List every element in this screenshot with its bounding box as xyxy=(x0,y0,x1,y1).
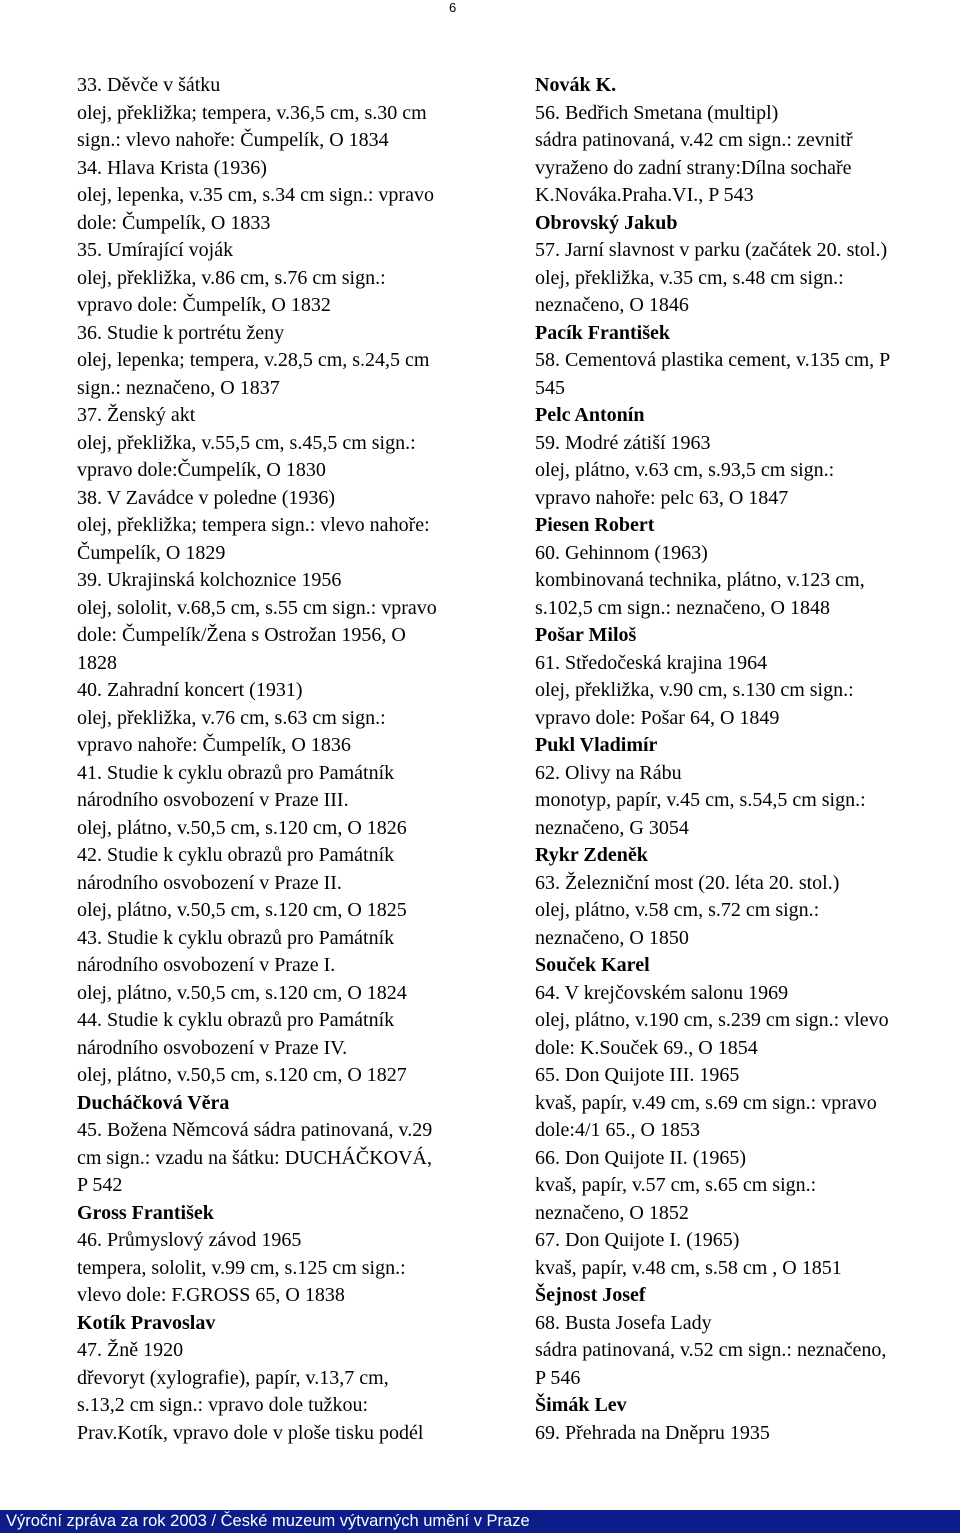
catalog-line: olej, překližka, v.90 cm, s.130 cm sign.: xyxy=(535,679,854,701)
catalog-line: 44. Studie k cyklu obrazů pro Památník xyxy=(77,1009,395,1031)
catalog-line: olej, plátno, v.50,5 cm, s.120 cm, O 1825 xyxy=(77,899,407,921)
author-heading: Pukl Vladimír xyxy=(535,734,658,756)
catalog-line: vpravo nahoře: Čumpelík, O 1836 xyxy=(77,734,351,756)
catalog-line: kvaš, papír, v.57 cm, s.65 cm sign.: xyxy=(535,1174,817,1196)
author-heading: Pelc Antonín xyxy=(535,404,645,426)
author-heading: Kotík Pravoslav xyxy=(77,1311,216,1334)
catalog-line: olej, sololit, v.68,5 cm, s.55 cm sign.: vpravo xyxy=(77,596,437,619)
catalog-line: vpravo dole:Čumpelík, O 1830 xyxy=(77,459,326,481)
catalog-line: 65. Don Quijote III. 1965 xyxy=(535,1064,740,1086)
catalog-line: 545 xyxy=(535,376,565,399)
catalog-line: cm sign.: vzadu na šátku: DUCHÁČKOVÁ, xyxy=(77,1146,432,1169)
catalog-line: 34. Hlava Krista (1936) xyxy=(77,156,267,179)
catalog-line: 58. Cementová plastika cement, v.135 cm, P xyxy=(535,349,891,371)
catalog-line: olej, plátno, v.50,5 cm, s.120 cm, O 1826 xyxy=(77,816,407,839)
left-column xyxy=(77,72,517,1447)
catalog-line: K.Nováka.Praha.VI., P 543 xyxy=(535,184,754,206)
catalog-line: olej, plátno, v.63 cm, s.93,5 cm sign.: xyxy=(535,459,835,481)
catalog-line: 61. Středočeská krajina 1964 xyxy=(535,651,768,674)
catalog-line: vpravo dole: Čumpelík, O 1832 xyxy=(77,294,331,316)
catalog-line: P 542 xyxy=(77,1174,123,1196)
catalog-line: 63. Železniční most (20. léta 20. stol.) xyxy=(535,871,840,894)
catalog-line: olej, plátno, v.58 cm, s.72 cm sign.: xyxy=(535,899,820,921)
catalog-line: 41. Studie k cyklu obrazů pro Památník xyxy=(77,761,395,784)
catalog-line: 59. Modré zátiší 1963 xyxy=(535,431,711,454)
author-heading: Pošar Miloš xyxy=(535,624,637,646)
catalog-line: sign.: neznačeno, O 1837 xyxy=(77,376,280,399)
catalog-line: dole: Čumpelík/Žena s Ostrožan 1956, O xyxy=(77,624,406,646)
catalog-line: 64. V krejčovském salonu 1969 xyxy=(535,981,789,1004)
catalog-line: 62. Olivy na Rábu xyxy=(535,761,682,784)
catalog-line: 67. Don Quijote I. (1965) xyxy=(535,1229,740,1251)
author-heading: Souček Karel xyxy=(535,954,650,976)
catalog-line: sign.: vlevo nahoře: Čumpelík, O 1834 xyxy=(77,129,389,151)
catalog-line: 57. Jarní slavnost v parku (začátek 20. stol.) xyxy=(535,239,888,261)
catalog-line: národního osvobození v Praze I. xyxy=(77,954,336,976)
catalog-line: vyraženo do zadní strany:Dílna sochaře xyxy=(535,156,852,179)
author-heading: Pacík František xyxy=(535,321,670,344)
author-heading: Obrovský Jakub xyxy=(535,211,678,234)
catalog-line: sádra patinovaná, v.42 cm sign.: zevnitř xyxy=(535,129,853,151)
catalog-line: dole: K.Souček 69., O 1854 xyxy=(535,1036,758,1059)
catalog-line: 40. Zahradní koncert (1931) xyxy=(77,679,303,701)
catalog-line: 36. Studie k portrétu ženy xyxy=(77,321,285,344)
catalog-line: neznačeno, O 1850 xyxy=(535,926,689,949)
catalog-line: vpravo nahoře: pelc 63, O 1847 xyxy=(535,486,789,509)
catalog-line: olej, lepenka; tempera, v.28,5 cm, s.24,5 cm xyxy=(77,349,430,371)
author-heading: Šimák Lev xyxy=(535,1394,627,1416)
catalog-line: 43. Studie k cyklu obrazů pro Památník xyxy=(77,926,395,949)
author-heading: Novák K. xyxy=(535,74,617,96)
catalog-line: olej, plátno, v.50,5 cm, s.120 cm, O 1824 xyxy=(77,981,407,1004)
catalog-line: 1828 xyxy=(77,651,117,674)
catalog-line: monotyp, papír, v.45 cm, s.54,5 cm sign.: xyxy=(535,789,866,811)
catalog-line: kombinovaná technika, plátno, v.123 cm, xyxy=(535,569,865,591)
catalog-line: kvaš, papír, v.49 cm, s.69 cm sign.: vpravo xyxy=(535,1091,877,1114)
catalog-line: olej, překližka, v.55,5 cm, s.45,5 cm sign.: xyxy=(77,431,416,454)
catalog-line: 47. Žně 1920 xyxy=(77,1339,184,1361)
catalog-line: 69. Přehrada na Dněpru 1935 xyxy=(535,1421,770,1444)
page-number: 6 xyxy=(449,0,457,15)
catalog-line: dřevoryt (xylografie), papír, v.13,7 cm, xyxy=(77,1366,389,1389)
catalog-line: olej, lepenka, v.35 cm, s.34 cm sign.: vpravo xyxy=(77,184,434,206)
catalog-line: olej, překližka; tempera sign.: vlevo nahoře: xyxy=(77,514,430,536)
catalog-line: 42. Studie k cyklu obrazů pro Památník xyxy=(77,844,395,866)
catalog-line: 38. V Zavádce v poledne (1936) xyxy=(77,486,336,509)
catalog-line: Čumpelík, O 1829 xyxy=(77,541,226,564)
catalog-line: 68. Busta Josefa Lady xyxy=(535,1311,712,1334)
catalog-line: vpravo dole: Pošar 64, O 1849 xyxy=(535,706,780,729)
catalog-line: P 546 xyxy=(535,1366,581,1389)
catalog-line: s.102,5 cm sign.: neznačeno, O 1848 xyxy=(535,596,830,619)
catalog-line: 45. Božena Němcová sádra patinovaná, v.29 xyxy=(77,1119,433,1141)
author-heading: Šejnost Josef xyxy=(535,1284,646,1306)
catalog-line: olej, překližka, v.76 cm, s.63 cm sign.: xyxy=(77,706,386,729)
catalog-line: národního osvobození v Praze III. xyxy=(77,789,349,811)
catalog-line: vlevo dole: F.GROSS 65, O 1838 xyxy=(77,1284,345,1306)
catalog-line: olej, plátno, v.190 cm, s.239 cm sign.: vlevo xyxy=(535,1009,889,1031)
catalog-line: Prav.Kotík, vpravo dole v ploše tisku podél xyxy=(77,1421,424,1444)
catalog-line: 33. Děvče v šátku xyxy=(77,74,221,96)
catalog-line: dole:4/1 65., O 1853 xyxy=(535,1119,700,1141)
author-heading: Rykr Zdeněk xyxy=(535,844,648,866)
catalog-line: 60. Gehinnom (1963) xyxy=(535,541,708,564)
catalog-line: dole: Čumpelík, O 1833 xyxy=(77,211,271,234)
catalog-line: neznačeno, O 1852 xyxy=(535,1201,689,1224)
catalog-line: olej, překližka, v.86 cm, s.76 cm sign.: xyxy=(77,266,386,289)
catalog-line: s.13,2 cm sign.: vpravo dole tužkou: xyxy=(77,1394,369,1416)
catalog-line: neznačeno, G 3054 xyxy=(535,816,689,839)
footer-bar: Výroční zpráva za rok 2003 / České muzeum výtvarných umění v Praze xyxy=(0,1510,960,1533)
catalog-line: 46. Průmyslový závod 1965 xyxy=(77,1229,302,1251)
catalog-line: neznačeno, O 1846 xyxy=(535,294,689,316)
author-heading: Piesen Robert xyxy=(535,514,655,536)
catalog-line: kvaš, papír, v.48 cm, s.58 cm , O 1851 xyxy=(535,1256,842,1279)
author-heading: Gross František xyxy=(77,1201,214,1224)
right-column xyxy=(535,72,960,1447)
author-heading: Ducháčková Věra xyxy=(77,1091,230,1114)
catalog-line: 66. Don Quijote II. (1965) xyxy=(535,1146,747,1169)
catalog-line: národního osvobození v Praze II. xyxy=(77,871,342,894)
catalog-line: sádra patinovaná, v.52 cm sign.: neznačeno, xyxy=(535,1339,887,1361)
catalog-line: 56. Bedřich Smetana (multipl) xyxy=(535,101,779,124)
catalog-line: 35. Umírající voják xyxy=(77,239,234,261)
catalog-line: tempera, sololit, v.99 cm, s.125 cm sign.: xyxy=(77,1256,406,1279)
catalog-line: národního osvobození v Praze IV. xyxy=(77,1036,348,1059)
catalog-line: 39. Ukrajinská kolchoznice 1956 xyxy=(77,569,342,591)
catalog-line: olej, překližka, v.35 cm, s.48 cm sign.: xyxy=(535,266,844,289)
catalog-line: 37. Ženský akt xyxy=(77,404,196,426)
catalog-line: olej, překližka; tempera, v.36,5 cm, s.30 cm xyxy=(77,101,427,124)
catalog-line: olej, plátno, v.50,5 cm, s.120 cm, O 1827 xyxy=(77,1064,407,1086)
